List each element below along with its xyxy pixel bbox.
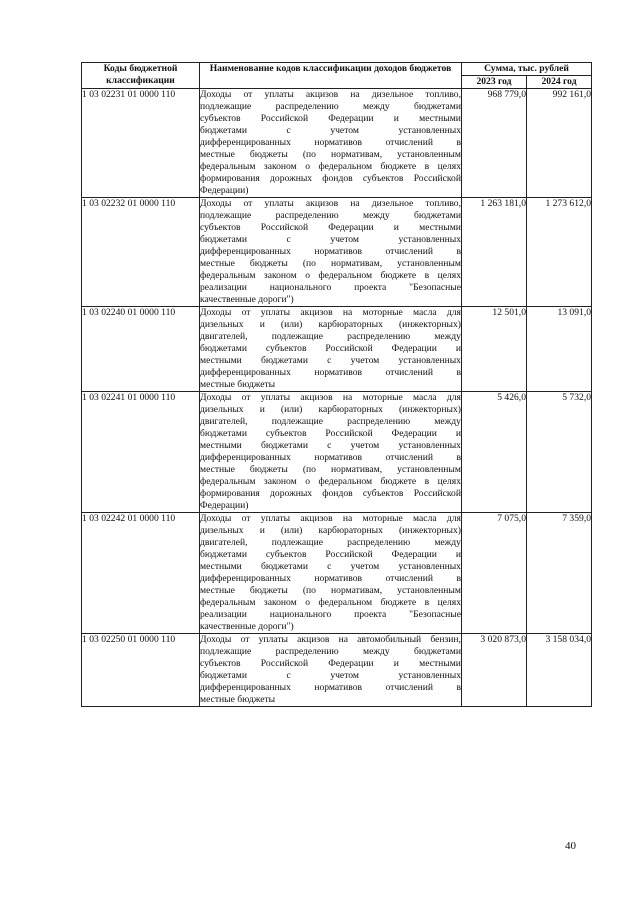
name-line: Доходы от уплаты акцизов на дизельное топливо, [200, 89, 461, 100]
classification-name [200, 198, 462, 307]
header-year-2023: 2023 год [462, 76, 527, 89]
name-line: местными бюджетами с учетом установленных [200, 355, 461, 366]
amount-2024: 3 158 034,0 [527, 634, 592, 707]
name-line: субъектов Российской Федерации и местными [200, 113, 461, 124]
classification-name [200, 307, 462, 392]
name-line: субъектов Российской Федерации и местными [200, 658, 461, 669]
header-code-column: Коды бюджетной классификации [82, 63, 200, 89]
table-header [82, 63, 592, 89]
header-year-2024: 2024 год [527, 76, 592, 89]
name-line: Доходы от уплаты акцизов на дизельное топливо, [200, 198, 461, 209]
amount-2024: 7 359,0 [527, 513, 592, 634]
name-line: Доходы от уплаты акцизов на моторные масла для [200, 392, 461, 403]
name-line: дизельных и (или) карбюраторных (инжекторных) [200, 404, 461, 415]
name-line: местные бюджеты (по нормативам, установленным [200, 464, 461, 475]
name-line: местными бюджетами с учетом установленных [200, 440, 461, 451]
table-row [82, 513, 592, 634]
name-line: местные бюджеты (по нормативам, установленным [200, 585, 461, 596]
name-line: бюджетами с учетом установленных [200, 670, 461, 681]
classification-code: 1 03 02231 01 0000 110 [82, 89, 200, 198]
name-line: качественные дороги") [200, 621, 294, 632]
name-line: федеральным законом о федеральном бюджете в целях [200, 270, 461, 281]
name-line: реализации национального проекта "Безопасные [200, 282, 461, 293]
classification-name [200, 634, 462, 707]
amount-2024: 1 273 612,0 [527, 198, 592, 307]
name-line: двигателей, подлежащие распределению между [200, 416, 461, 427]
name-line: дизельных и (или) карбюраторных (инжекторных) [200, 525, 461, 536]
name-line: дифференцированных нормативов отчислений в [200, 573, 461, 584]
name-line: качественные дороги") [200, 294, 294, 305]
name-line: формирования дорожных фондов субъектов Российской [200, 173, 461, 184]
table-body [82, 89, 592, 707]
classification-name [200, 392, 462, 513]
name-line: Федерации) [200, 185, 249, 196]
page-number: 40 [565, 840, 576, 852]
amount-2023: 5 426,0 [462, 392, 527, 513]
name-line: федеральным законом о федеральном бюджете в целях [200, 476, 461, 487]
name-line: бюджетами с учетом установленных [200, 125, 461, 136]
name-line: Доходы от уплаты акцизов на автомобильный бензин, [200, 634, 461, 645]
amount-2023: 3 020 873,0 [462, 634, 527, 707]
name-line: подлежащие распределению между бюджетами [200, 646, 461, 657]
header-sum-column: Сумма, тыс. рублей [462, 63, 592, 76]
name-line: Доходы от уплаты акцизов на моторные масла для [200, 307, 461, 318]
classification-code: 1 03 02250 01 0000 110 [82, 634, 200, 707]
name-line: дифференцированных нормативов отчислений в [200, 367, 461, 378]
name-line: подлежащие распределению между бюджетами [200, 101, 461, 112]
name-line: реализации национального проекта "Безопасные [200, 609, 461, 620]
name-line: местные бюджеты [200, 694, 276, 705]
name-line: Федерации) [200, 500, 249, 511]
name-line: бюджетами с учетом установленных [200, 234, 461, 245]
amount-2023: 968 779,0 [462, 89, 527, 198]
table-row [82, 198, 592, 307]
table-row [82, 634, 592, 707]
classification-name [200, 513, 462, 634]
name-line: бюджетами субъектов Российской Федерации и [200, 549, 461, 560]
name-line: местные бюджеты (по нормативам, установленным [200, 258, 461, 269]
amount-2024: 13 091,0 [527, 307, 592, 392]
amount-2023: 7 075,0 [462, 513, 527, 634]
name-line: местные бюджеты [200, 379, 276, 390]
name-line: местные бюджеты (по нормативам, установленным [200, 149, 461, 160]
name-line: дифференцированных нормативов отчислений в [200, 246, 461, 257]
name-line: Доходы от уплаты акцизов на моторные масла для [200, 513, 461, 524]
name-line: дифференцированных нормативов отчислений в [200, 682, 461, 693]
name-line: формирования дорожных фондов субъектов Российской [200, 488, 461, 499]
table-row [82, 392, 592, 513]
table-row [82, 307, 592, 392]
header-name-column: Наименование кодов классификации доходов бюджетов [200, 63, 462, 89]
amount-2024: 5 732,0 [527, 392, 592, 513]
classification-code: 1 03 02232 01 0000 110 [82, 198, 200, 307]
name-line: двигателей, подлежащие распределению между [200, 537, 461, 548]
table-row [82, 89, 592, 198]
name-line: бюджетами субъектов Российской Федерации и [200, 343, 461, 354]
name-line: дифференцированных нормативов отчислений в [200, 137, 461, 148]
name-line: федеральным законом о федеральном бюджете в целях [200, 597, 461, 608]
classification-name [200, 89, 462, 198]
name-line: двигателей, подлежащие распределению между [200, 331, 461, 342]
classification-code: 1 03 02241 01 0000 110 [82, 392, 200, 513]
amount-2024: 992 161,0 [527, 89, 592, 198]
classification-code: 1 03 02242 01 0000 110 [82, 513, 200, 634]
name-line: дизельных и (или) карбюраторных (инжекторных) [200, 319, 461, 330]
name-line: федеральным законом о федеральном бюджете в целях [200, 161, 461, 172]
name-line: местными бюджетами с учетом установленных [200, 561, 461, 572]
amount-2023: 12 501,0 [462, 307, 527, 392]
name-line: дифференцированных нормативов отчислений в [200, 452, 461, 463]
name-line: субъектов Российской Федерации и местными [200, 222, 461, 233]
classification-code: 1 03 02240 01 0000 110 [82, 307, 200, 392]
amount-2023: 1 263 181,0 [462, 198, 527, 307]
revenue-table [81, 62, 592, 707]
name-line: бюджетами субъектов Российской Федерации и [200, 428, 461, 439]
name-line: подлежащие распределению между бюджетами [200, 210, 461, 221]
